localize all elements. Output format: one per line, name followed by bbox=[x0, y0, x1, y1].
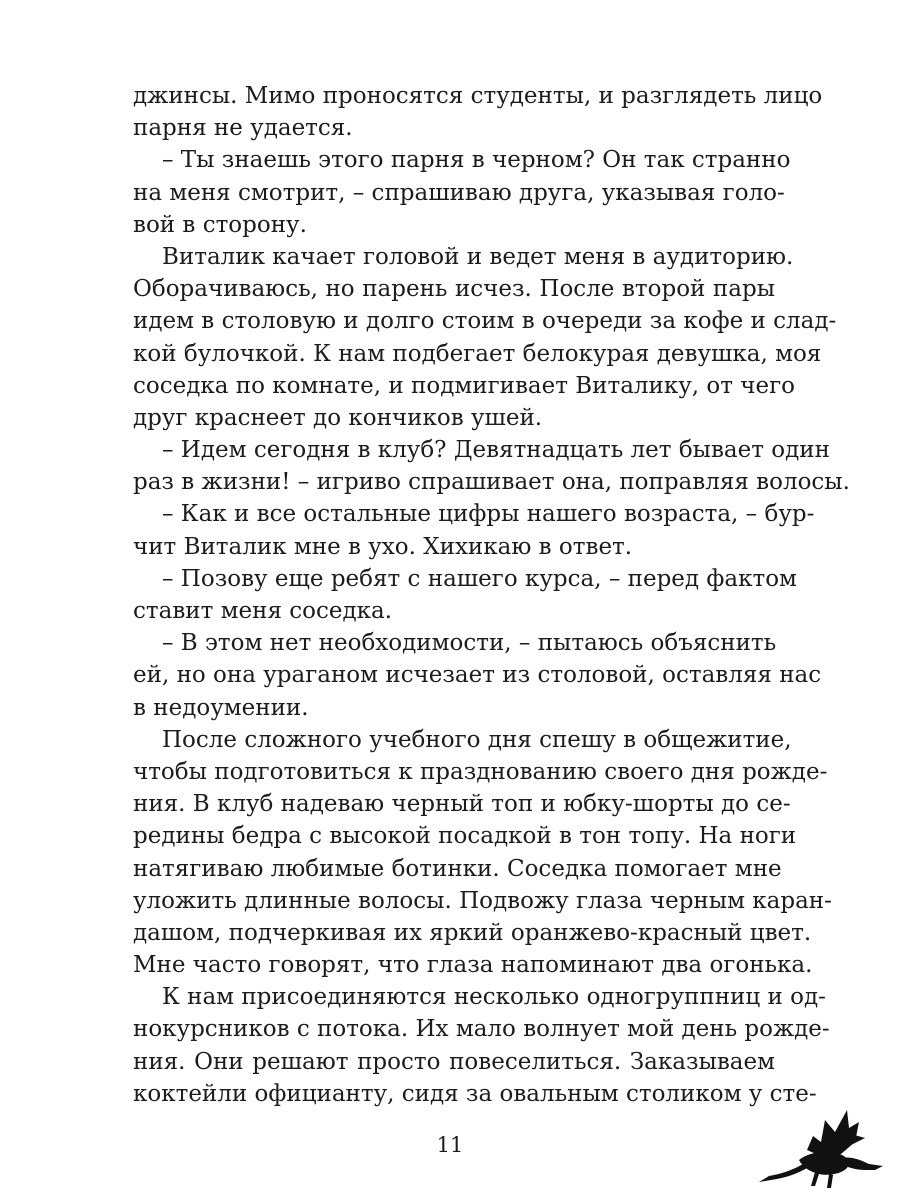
text-line: Мне часто говорят, что глаза напоминают два огонька. bbox=[133, 952, 813, 979]
text-line: идем в столовую и долго стоим в очереди за кофе и слад- bbox=[133, 308, 837, 335]
text-line: ставит меня соседка. bbox=[133, 598, 393, 624]
text-line: парня не удается. bbox=[133, 115, 353, 142]
text-line: коктейли официанту, сидя за овальным столиком у сте- bbox=[133, 1080, 817, 1107]
text-line: К нам присоединяются несколько одногруппниц и од- bbox=[162, 984, 826, 1011]
text-line: – Идем сегодня в клуб? Девятнадцать лет бывает один bbox=[162, 437, 830, 464]
page-number: 11 bbox=[436, 1133, 464, 1157]
text-line: натягиваю любимые ботинки. Соседка помогает мне bbox=[133, 855, 782, 882]
text-line: – Ты знаешь этого парня в черном? Он так странно bbox=[162, 147, 791, 174]
text-line: После сложного учебного дня спешу в общежитие, bbox=[162, 726, 792, 753]
text-line: Оборачиваюсь, но парень исчез. После второй пары bbox=[133, 276, 775, 303]
text-line: чит Виталик мне в ухо. Хихикаю в ответ. bbox=[133, 533, 633, 560]
text-line: джинсы. Мимо проносятся студенты, и разглядеть лицо bbox=[133, 83, 823, 109]
text-line: ния. Они решают просто повеселиться. Заказываем bbox=[133, 1048, 775, 1075]
text-line: ния. В клуб надеваю черный топ и юбку-шорты до се- bbox=[133, 791, 791, 818]
text-line: Виталик качает головой и ведет меня в аудиторию. bbox=[162, 243, 794, 270]
text-line: на меня смотрит, – спрашиваю друга, указывая голо- bbox=[133, 179, 785, 206]
text-line: кой булочкой. К нам подбегает белокурая девушка, моя bbox=[133, 340, 822, 367]
body-text bbox=[133, 80, 850, 1110]
text-line: – В этом нет необходимости, – пытаюсь объяснить bbox=[162, 630, 777, 657]
text-line: в недоумении. bbox=[133, 694, 309, 721]
text-line: друг краснеет до кончиков ушей. bbox=[133, 404, 543, 431]
text-line: соседка по комнате, и подмигивает Виталику, от чего bbox=[133, 372, 796, 399]
text-line: уложить длинные волосы. Подвожу глаза черным каран- bbox=[133, 887, 832, 914]
text-line: – Как и все остальные цифры нашего возраста, – бур- bbox=[162, 501, 815, 528]
text-line: нокурсников с потока. Их мало волнует мой день рожде- bbox=[133, 1016, 830, 1043]
text-line: ей, но она ураганом исчезает из столовой, оставляя нас bbox=[133, 662, 822, 689]
text-line: раз в жизни! – игриво спрашивает она, поправляя волосы. bbox=[133, 469, 850, 496]
text-line: дашом, подчеркивая их яркий оранжево-красный цвет. bbox=[133, 919, 812, 946]
text-line: – Позову еще ребят с нашего курса, – перед фактом bbox=[162, 565, 797, 592]
dragon-silhouette-icon bbox=[755, 1098, 890, 1198]
text-line: редины бедра с высокой посадкой в тон топу. На ноги bbox=[133, 823, 797, 850]
text-line: вой в сторону. bbox=[133, 211, 307, 238]
text-line: чтобы подготовиться к празднованию своего дня рожде- bbox=[133, 758, 828, 785]
